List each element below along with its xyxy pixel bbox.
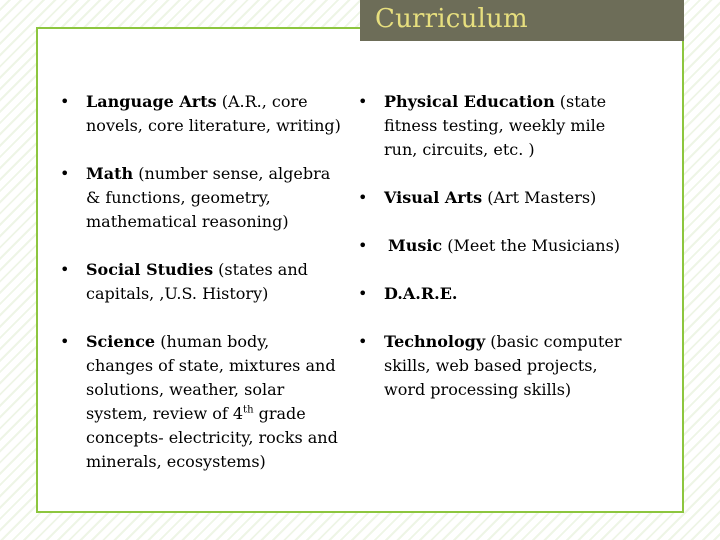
detail-language-arts: (A.R., core novels, core literature, writing)	[86, 92, 341, 135]
slide-title: Curriculum	[375, 4, 528, 34]
bullet-marker: •	[358, 188, 368, 207]
detail-music: (Meet the Musicians)	[442, 236, 621, 255]
detail-science-sup: th	[243, 404, 254, 416]
detail-technology: (basic computer skills, web based projects, word processing skills)	[384, 332, 622, 399]
bullet-math	[60, 162, 341, 234]
subject-technology: Technology	[384, 332, 486, 351]
subject-music: Music	[388, 236, 443, 255]
bullet-science	[60, 330, 341, 474]
bullet-language-arts	[60, 90, 341, 138]
bullet-marker: •	[358, 92, 368, 111]
bullet-visual-arts	[358, 186, 684, 210]
subject-social-studies: Social Studies	[86, 260, 214, 279]
bullet-marker: •	[60, 92, 70, 111]
bullet-dare	[358, 282, 642, 306]
bullet-music	[358, 234, 698, 258]
bullet-social-studies	[60, 258, 341, 306]
bullet-marker: •	[358, 332, 368, 351]
detail-visual-arts: (Art Masters)	[482, 188, 597, 207]
bullet-physical-education	[358, 90, 642, 162]
bullet-marker: •	[358, 236, 368, 255]
bullet-technology	[358, 330, 642, 402]
subject-dare: D.A.R.E.	[384, 284, 458, 303]
subject-physical-education: Physical Education	[384, 92, 555, 111]
detail-physical-education: (state fitness testing, weekly mile run, circuits, etc. )	[384, 92, 607, 159]
detail-science-b: grade concepts- electricity, rocks and minerals, ecosystems)	[86, 404, 338, 471]
subject-science: Science	[86, 332, 156, 351]
detail-math: (number sense, algebra & functions, geometry, mathematical reasoning)	[86, 164, 331, 231]
bullet-marker: •	[60, 164, 70, 183]
subject-visual-arts: Visual Arts	[384, 188, 483, 207]
detail-science-a: (human body, changes of state, mixtures and solutions, weather, solar system, review of 4	[86, 332, 336, 423]
subject-language-arts: Language Arts	[86, 92, 217, 111]
bullet-marker: •	[358, 284, 368, 303]
detail-social-studies: (states and capitals, ,U.S. History)	[86, 260, 308, 303]
bullet-marker: •	[60, 260, 70, 279]
bullet-marker: •	[60, 332, 70, 351]
subject-math: Math	[86, 164, 134, 183]
